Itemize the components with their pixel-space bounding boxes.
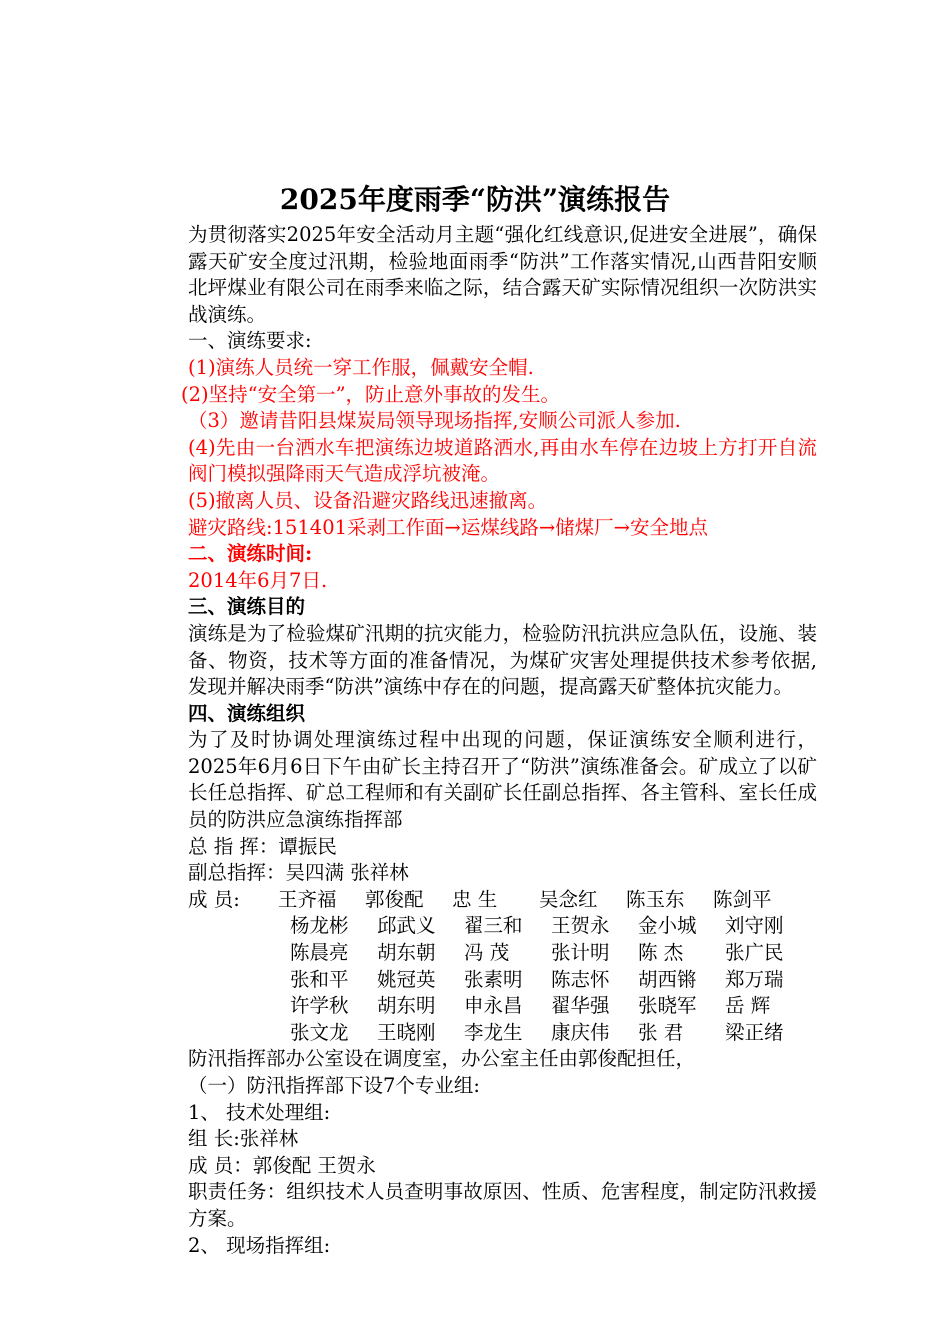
- member-name: 岳 辉: [725, 994, 771, 1018]
- member-name: 刘守刚: [725, 914, 784, 938]
- purpose-paragraph: 演练是为了检验煤矿汛期的抗灾能力，检验防汛抗洪应急队伍，设施、装备、物资，技术等方面的准备情况，为煤矿灾害处理提供技术参考依据,发现并解决雨季“防洪”演练中存在的问题，提高露天矿整体抗灾能力。: [188, 621, 817, 699]
- group-1-duty: 职责任务：组织技术人员查明事故原因、性质、危害程度，制定防汛救援方案。: [188, 1180, 817, 1230]
- member-name: 郭俊配: [365, 887, 424, 911]
- member-name: 陈玉东: [626, 887, 685, 911]
- member-name: 陈 杰: [638, 941, 684, 965]
- members-row: [145, 967, 817, 994]
- group-2-title: 2、 现场指挥组:: [188, 1233, 331, 1257]
- member-name: 王贺永: [551, 914, 610, 938]
- group-1-leader: 组 长:张祥林: [188, 1127, 299, 1151]
- member-name: 申永昌: [464, 994, 523, 1018]
- member-name: 王晓刚: [377, 1020, 436, 1044]
- member-name: 金小城: [638, 914, 697, 938]
- member-name: 杨龙彬: [290, 914, 349, 938]
- member-name: 梁正绪: [725, 1020, 784, 1044]
- evacuation-route: 避灾路线:151401采剥工作面→运煤线路→储煤厂→安全地点: [188, 515, 709, 539]
- chief-commander: 总 指 挥：谭振民: [188, 834, 337, 858]
- deputy-commander: 副总指挥：吴四满 张祥林: [188, 861, 409, 885]
- member-name: 王齐福: [278, 887, 337, 911]
- members-row: [145, 993, 817, 1020]
- member-name: 张素明: [464, 967, 523, 991]
- member-name: 张计明: [551, 941, 610, 965]
- member-name: 张 君: [638, 1020, 684, 1044]
- members-label: 成 员:: [188, 887, 240, 911]
- member-name: 李龙生: [464, 1020, 523, 1044]
- office-note: 防汛指挥部办公室设在调度室，办公室主任由郭俊配担任，: [188, 1047, 696, 1071]
- member-name: 翟三和: [464, 914, 523, 938]
- section-4-heading: 四、演练组织: [188, 701, 306, 725]
- organization-paragraph: 为了及时协调处理演练过程中出现的问题，保证演练安全顺利进行， 2025年6月6日下午由矿长主持召开了“防洪”演练准备会。矿成立了以矿长任总指挥、矿总工程师和有关副矿长任副总指挥、各主管科、室长任成员的防洪应急演练指挥部: [188, 728, 817, 832]
- member-name: 陈志怀: [551, 967, 610, 991]
- member-name: 陈剑平: [713, 887, 772, 911]
- member-name: 张晓军: [638, 994, 697, 1018]
- member-name: 胡东明: [377, 994, 436, 1018]
- member-name: 陈晨亮: [290, 941, 349, 965]
- intro-paragraph: 为贯彻落实2025年安全活动月主题“强化红线意识,促进安全进展”，确保露天矿安全度过汛期，检验地面雨季“防洪”工作落实情况,山西昔阳安顺北坪煤业有限公司在雨季来临之际，结合露天矿实际情况组织一次防洪实战演练。: [188, 223, 817, 326]
- members-row: [145, 1020, 817, 1047]
- group-1-members: 成 员：郭俊配 王贺永: [188, 1153, 376, 1177]
- members-row: [145, 887, 817, 914]
- member-name: 许学秋: [290, 994, 349, 1018]
- member-name: 冯 茂: [464, 941, 510, 965]
- member-name: 吴念红: [539, 887, 598, 911]
- member-name: 张文龙: [290, 1020, 349, 1044]
- group-1-title: 1、 技术处理组:: [188, 1100, 331, 1124]
- member-name: 邱武义: [377, 914, 436, 938]
- drill-date: 2014年6月7日.: [188, 568, 328, 592]
- section-1-heading: 一、演练要求:: [188, 329, 312, 353]
- member-name: 胡西锵: [638, 967, 697, 991]
- requirement-item: (1)演练人员统一穿工作服，佩戴安全帽.: [188, 355, 534, 379]
- section-3-heading: 三、演练目的: [188, 595, 306, 619]
- member-name: 姚冠英: [377, 967, 436, 991]
- document-title: 2025年度雨季“防洪”演练报告: [279, 183, 671, 216]
- requirement-item: (4)先由一台洒水车把演练边坡道路洒水,再由水车停在边坡上方打开自流阀门模拟强降雨天气造成浮坑被淹。: [188, 435, 817, 486]
- section-2-heading: 二、演练时间:: [188, 542, 313, 566]
- member-name: 张和平: [290, 967, 349, 991]
- requirement-item: （3）邀请昔阳县煤炭局领导现场指挥,安顺公司派人参加.: [188, 409, 681, 433]
- member-name: 忠 生: [452, 887, 498, 911]
- members-row: [145, 913, 817, 940]
- member-name: 翟华强: [551, 994, 610, 1018]
- document-body: [145, 222, 817, 1259]
- requirement-item: (5)撤离人员、设备沿避灾路线迅速撤离。: [188, 488, 548, 512]
- member-name: 康庆伟: [551, 1020, 610, 1044]
- member-name: 张广民: [725, 941, 784, 965]
- member-name: 郑万瑞: [725, 967, 784, 991]
- groups-intro: （一）防汛指挥部下设7个专业组:: [188, 1074, 480, 1097]
- members-row: [145, 940, 817, 967]
- requirement-item: (2)坚持“安全第一”，防止意外事故的发生。: [181, 382, 561, 406]
- member-name: 胡东朝: [377, 941, 436, 965]
